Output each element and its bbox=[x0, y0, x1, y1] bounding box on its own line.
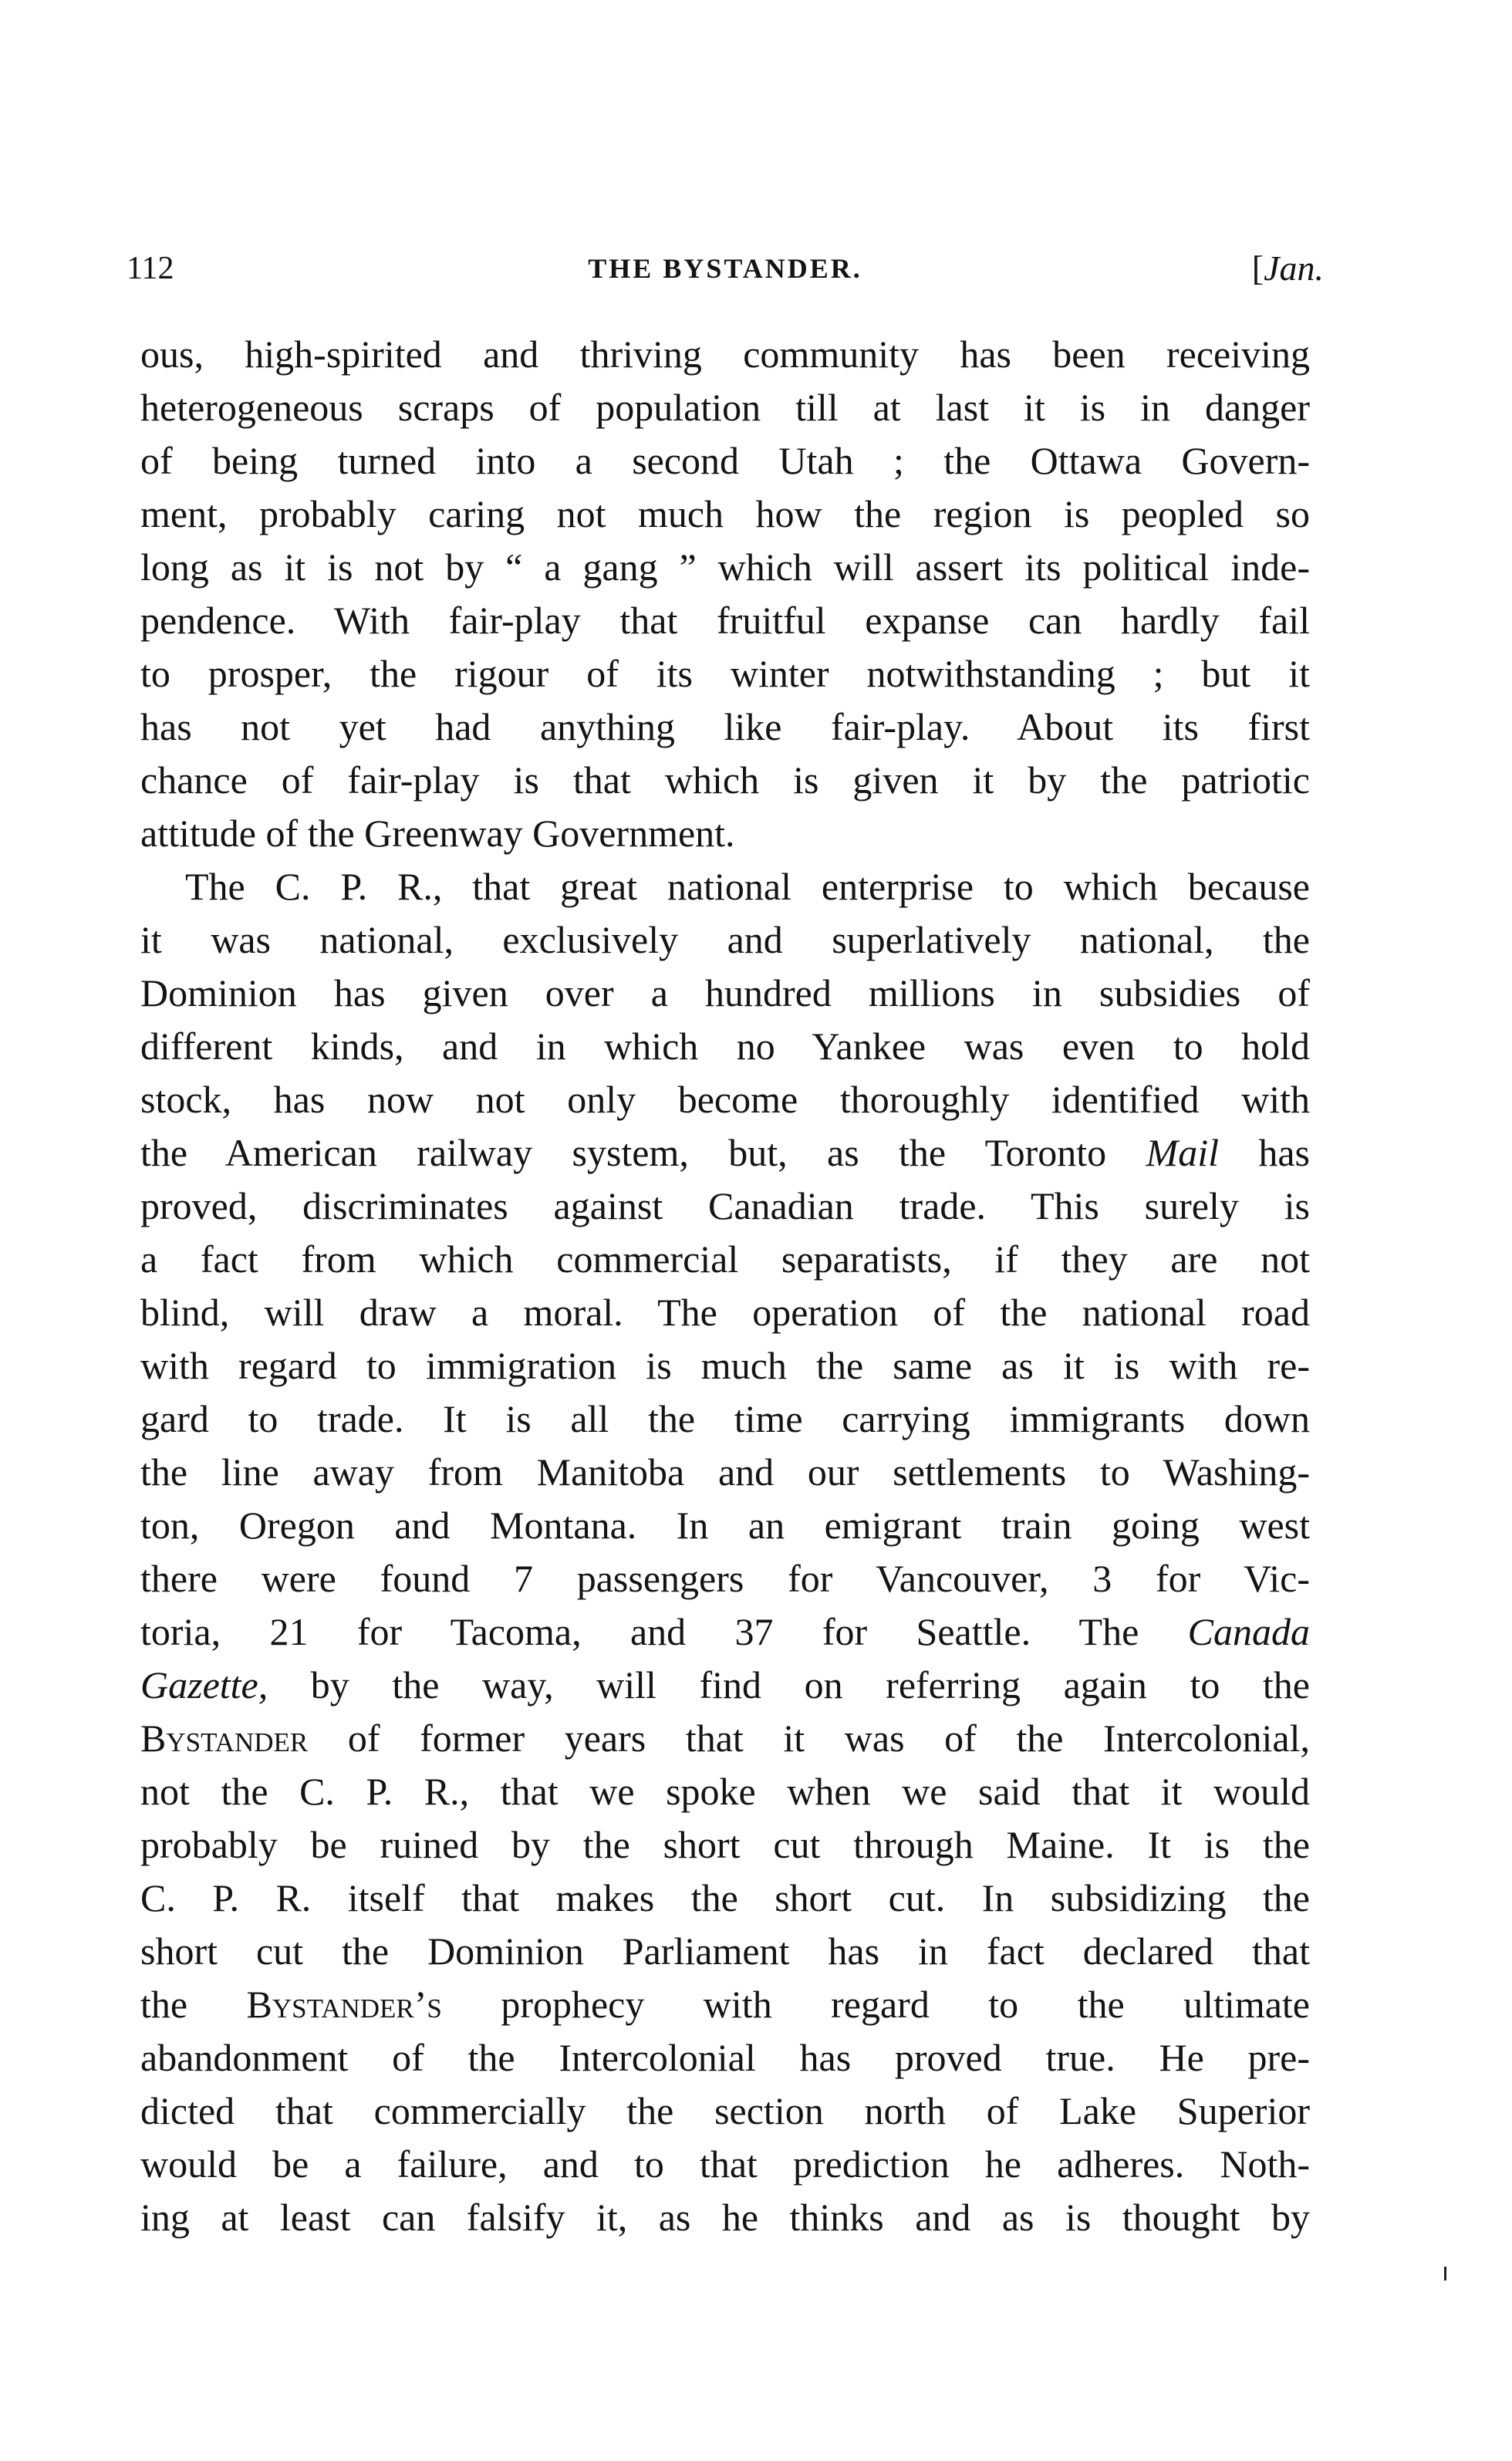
newspaper-title: Mail bbox=[1146, 1131, 1219, 1174]
text-line: gard to trade. It is all the time carrying immigrants down bbox=[140, 1397, 1310, 1440]
text-line: chance of fair-play is that which is given it by the patriotic bbox=[140, 758, 1310, 802]
text-line bbox=[140, 1659, 1310, 1712]
text-line: C. P. R. itself that makes the short cut. In subsidizing the bbox=[140, 1876, 1310, 1919]
publication-name: Bystander’s bbox=[246, 1983, 442, 2026]
text-line: with regard to immigration is much the same as it is with re- bbox=[140, 1344, 1310, 1387]
running-title: THE BYSTANDER. bbox=[588, 253, 862, 284]
text-segment: toria, 21 for Tacoma, and 37 for Seattle. The bbox=[140, 1610, 1188, 1653]
text-line: of being turned into a second Utah ; the Ottawa Govern- bbox=[140, 439, 1310, 482]
text-line: stock, has now not only become thoroughly identified with bbox=[140, 1078, 1310, 1121]
text-line: proved, discriminates against Canadian trade. This surely is bbox=[140, 1184, 1310, 1227]
text-line: probably be ruined by the short cut through Maine. It is the bbox=[140, 1823, 1310, 1866]
text-line: not the C. P. R., that we spoke when we said that it would bbox=[140, 1770, 1310, 1813]
text-line: there were found 7 passengers for Vancouver, 3 for Vic- bbox=[140, 1557, 1310, 1600]
text-line: the line away from Manitoba and our settlements to Washing- bbox=[140, 1450, 1310, 1494]
body-text bbox=[140, 328, 1310, 2244]
newspaper-title: Canada bbox=[1187, 1610, 1310, 1653]
text-line: a fact from which commercial separatists, if they are not bbox=[140, 1237, 1310, 1281]
text-line: blind, will draw a moral. The operation of the national road bbox=[140, 1291, 1310, 1334]
text-line: dicted that commercially the section north of Lake Superior bbox=[140, 2089, 1310, 2132]
page-header bbox=[127, 247, 1324, 290]
text-line: Dominion has given over a hundred millions in subsidies of bbox=[140, 971, 1310, 1014]
text-line: pendence. With fair-play that fruitful expanse can hardly fail bbox=[140, 599, 1310, 642]
publication-name: Bystander bbox=[140, 1717, 309, 1760]
text-line: attitude of the Greenway Government. bbox=[140, 812, 735, 855]
text-line bbox=[140, 1712, 1310, 1765]
text-segment: of former years that it was of the Intercolonial, bbox=[308, 1717, 1310, 1760]
text-line bbox=[140, 1126, 1310, 1180]
text-line: would be a failure, and to that prediction he adheres. Noth- bbox=[140, 2142, 1310, 2186]
text-line: abandonment of the Intercolonial has proved true. He pre- bbox=[140, 2036, 1310, 2079]
text-line: ing at least can falsify it, as he thinks and as is thought by bbox=[140, 2196, 1310, 2239]
newspaper-title: Gazette, bbox=[140, 1663, 268, 1706]
scan-speck-mark bbox=[1444, 2267, 1446, 2280]
text-line: it was national, exclusively and superlatively national, the bbox=[140, 918, 1310, 961]
text-line: ous, high-spirited and thriving community has been receiving bbox=[140, 333, 1310, 376]
header-bracket: [ bbox=[1251, 248, 1264, 288]
text-segment: the American railway system, but, as the Toronto bbox=[140, 1131, 1146, 1174]
text-line bbox=[140, 1978, 1310, 2031]
text-segment: has bbox=[1218, 1131, 1311, 1174]
text-segment: prophecy with regard to the ultimate bbox=[441, 1983, 1310, 2026]
text-line: ment, probably caring not much how the region is peopled so bbox=[140, 492, 1310, 535]
text-line: short cut the Dominion Parliament has in fact declared that bbox=[140, 1929, 1310, 1973]
text-segment: the bbox=[140, 1983, 247, 2026]
text-line: different kinds, and in which no Yankee was even to hold bbox=[140, 1025, 1310, 1068]
header-month: Jan. bbox=[1264, 248, 1324, 288]
text-line: to prosper, the rigour of its winter notwithstanding ; but it bbox=[140, 652, 1310, 695]
page-number: 112 bbox=[127, 251, 174, 286]
text-line: long as it is not by “ a gang ” which will assert its political inde- bbox=[140, 545, 1310, 589]
text-segment: by the way, will find on referring again to the bbox=[268, 1663, 1310, 1706]
text-line bbox=[140, 1605, 1310, 1659]
text-line: has not yet had anything like fair-play. About its first bbox=[140, 705, 1310, 748]
text-line: ton, Oregon and Montana. In an emigrant train going west bbox=[140, 1504, 1310, 1547]
header-date bbox=[1252, 247, 1324, 290]
paragraph-start-line: The C. P. R., that great national enterprise to which because bbox=[185, 865, 1310, 908]
text-line: heterogeneous scraps of population till at last it is in danger bbox=[140, 386, 1310, 429]
